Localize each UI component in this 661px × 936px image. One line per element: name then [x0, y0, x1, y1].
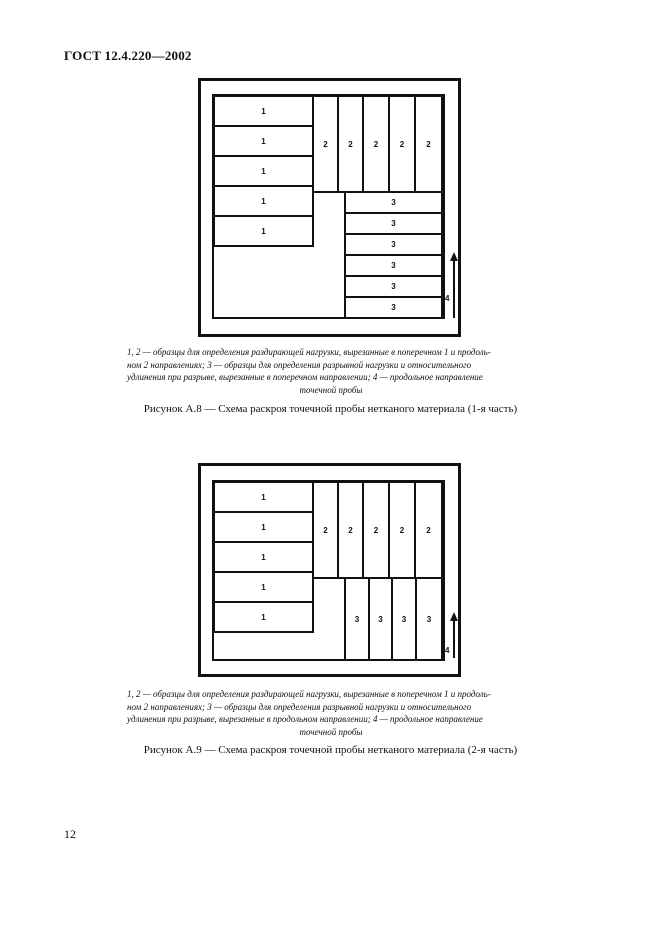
figure-a9-sample-2: 2: [312, 481, 339, 579]
figure-a9-sample-3: 3: [415, 577, 443, 661]
figure-a9-sample-1: 1: [213, 481, 314, 513]
page-number: 12: [64, 827, 76, 841]
figure-a9-sample-3: 3: [344, 577, 370, 661]
figure-a9-sample-1: 1: [213, 601, 314, 633]
figure-a8-direction-arrow-icon: [448, 252, 460, 320]
figure-a8-sample-3: 3: [344, 254, 443, 277]
figure-a9-caption: Рисунок А.9 — Схема раскроя точечной пробы нетканого материала (2-я часть): [143, 744, 518, 756]
figure-a9-legend-line: удлинения при разрыве, вырезанные в продольном направлении; 4 — продольное направление: [127, 714, 483, 724]
figure-a9-sample-2: 2: [388, 481, 416, 579]
document-header: ГОСТ 12.4.220—2002: [64, 48, 192, 63]
figure-a8-legend-line: удлинения при разрыве, вырезанные в поперечном направлении; 4 — продольное направление: [127, 372, 483, 382]
figure-a8-legend-line: 1, 2 — образцы для определения раздирающей нагрузки, вырезанные в поперечном 1 и продоль-: [127, 347, 491, 357]
figure-a8-legend: [127, 346, 535, 396]
figure-a8-sample-3: 3: [344, 212, 443, 235]
figure-a9-sample-1: 1: [213, 541, 314, 573]
figure-a8-sample-3: 3: [344, 233, 443, 256]
figure-a9-sample-1: 1: [213, 571, 314, 603]
figure-a8-sample-2: 2: [388, 95, 416, 193]
figure-a9-direction-label: 4: [445, 646, 450, 655]
figure-a9-sample-2: 2: [362, 481, 390, 579]
figure-a8-sample-1: 1: [213, 215, 314, 247]
figure-a8-legend-line: ном 2 направлениях; 3 — образцы для определения разрывной нагрузки и относительного: [127, 359, 472, 370]
figure-a8-sample-3: 3: [344, 296, 443, 319]
figure-a8-sample-1: 1: [213, 95, 314, 127]
figure-a9-sample-2: 2: [414, 481, 443, 579]
figure-a9-direction-arrow-icon: [448, 612, 460, 660]
figure-a9-sample-1: 1: [213, 511, 314, 543]
figure-a8-caption: Рисунок А.8 — Схема раскроя точечной пробы нетканого материала (1-я часть): [143, 403, 518, 415]
figure-a8-sample-2: 2: [362, 95, 390, 193]
figure-a8-sample-2: 2: [312, 95, 339, 193]
figure-a9-sample-3: 3: [368, 577, 393, 661]
figure-a8-sample-2: 2: [414, 95, 443, 193]
figure-a9-sample-3: 3: [391, 577, 417, 661]
figure-a8-sample-2: 2: [337, 95, 364, 193]
figure-a8-sample-1: 1: [213, 155, 314, 187]
figure-a8-sample-1: 1: [213, 125, 314, 157]
figure-a8-sample-1: 1: [213, 185, 314, 217]
figure-a8-sample-3: 3: [344, 191, 443, 214]
figure-a9-legend: [127, 688, 535, 738]
figure-a9-legend-line: точечной пробы: [299, 726, 363, 737]
figure-a9-legend-line: ном 2 направлениях; 3 — образцы для определения разрывной нагрузки и относительного: [127, 701, 472, 712]
figure-a8-legend-line: точечной пробы: [299, 384, 363, 395]
figure-a8-direction-label: 4: [445, 294, 450, 303]
figure-a8-sample-3: 3: [344, 275, 443, 298]
figure-a9-sample-2: 2: [337, 481, 364, 579]
figure-a9-legend-line: 1, 2 — образцы для определения раздирающей нагрузки, вырезанные в поперечном 1 и продоль-: [127, 689, 491, 699]
